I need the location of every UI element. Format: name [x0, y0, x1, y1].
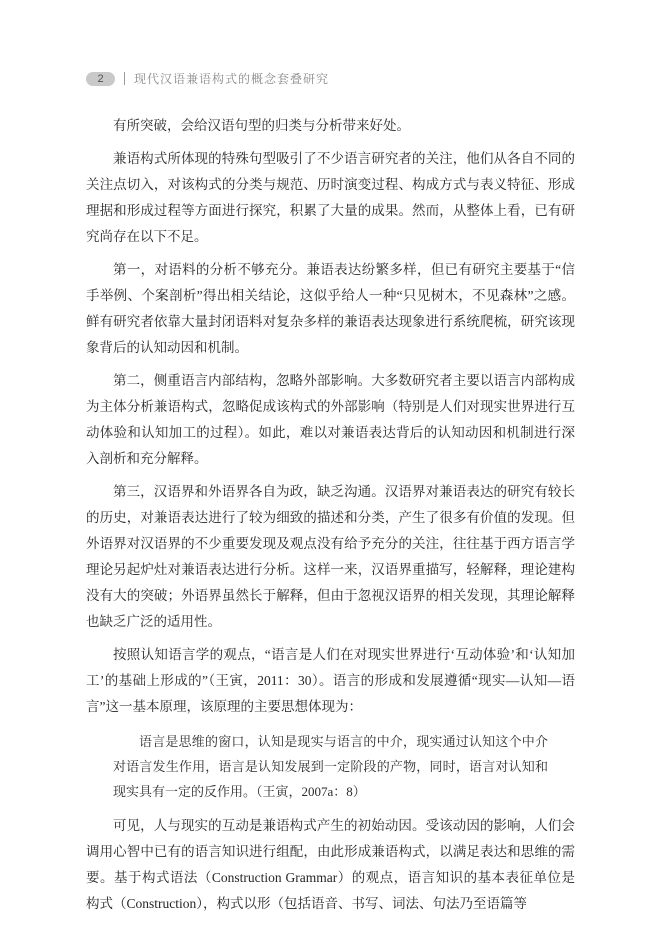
running-title: 现代汉语兼语构式的概念套叠研究: [134, 72, 330, 86]
page-number-badge: 2: [86, 72, 115, 86]
page-header: [86, 70, 575, 87]
paragraph-cognitive-linguistics: 按照认知语言学的观点，“语言是人们在对现实世界进行‘互动体验’和‘认知加工’的基础上形成的”（王寅，2011：30）。语言的形成和发展遵循“现实—认知—语言”这一基本原理，该原理的主要思想体现为：: [86, 647, 575, 714]
block-quote: 语言是思维的窗口，认知是现实与语言的中介，现实通过认知这个中介对语言发生作用，语言是认知发展到一定阶段的产物，同时，语言对认知和现实具有一定的反作用。（王寅，2007a：8）: [113, 734, 548, 799]
paragraph-point-2: 第二，侧重语言内部结构，忽略外部影响。大多数研究者主要以语言内部构成为主体分析兼语构式，忽略促成该构式的外部影响（特别是人们对现实世界进行互动体验和认知加工的过程）。如此，难以对兼语表达背后的认知动因和机制进行深入剖析和充分解释。: [86, 373, 575, 466]
body-text: [86, 113, 575, 917]
paragraph-point-1: 第一，对语料的分析不够充分。兼语表达纷繁多样，但已有研究主要基于“信手举例、个案剖析”得出相关结论，这似乎给人一种“只见树木，不见森林”之感。鲜有研究者依靠大量封闭语料对复杂多样的兼语表达现象进行系统爬梳，研究该现象背后的认知动因和机制。: [86, 262, 575, 355]
paragraph-point-3: 第三，汉语界和外语界各自为政，缺乏沟通。汉语界对兼语表达的研究有较长的历史，对兼语表达进行了较为细致的描述和分类，产生了很多有价值的发现。但外语界对汉语界的不少重要发现及观点没有给予充分的关注，往往基于西方语言学理论另起炉灶对兼语表达进行分析。这样一来，汉语界重描写，轻解释，理论建构没有大的突破；外语界虽然长于解释，但由于忽视汉语界的相关发现，其理论解释也缺乏广泛的适用性。: [86, 484, 575, 629]
header-divider: [124, 72, 125, 85]
paragraph-opening: 有所突破，会给汉语句型的归类与分析带来好处。: [113, 118, 410, 133]
paragraph-intro: 兼语构式所体现的特殊句型吸引了不少语言研究者的关注，他们从各自不同的关注点切入，对该构式的分类与规范、历时演变过程、构成方式与表义特征、形成理据和形成过程等方面进行探究，积累了大量的成果。然而，从整体上看，已有研究尚存在以下不足。: [86, 151, 575, 244]
paragraph-closing: 可见，人与现实的互动是兼语构式产生的初始动因。受该动因的影响，人们会调用心智中已有的语言知识进行组配，由此形成兼语构式，以满足表达和思维的需要。基于构式语法（Construction Grammar）的观点，语言知识的基本表征单位是构式（Construction），构式以形（包括语音、书写、词法、句法乃至语篇等: [86, 818, 575, 911]
